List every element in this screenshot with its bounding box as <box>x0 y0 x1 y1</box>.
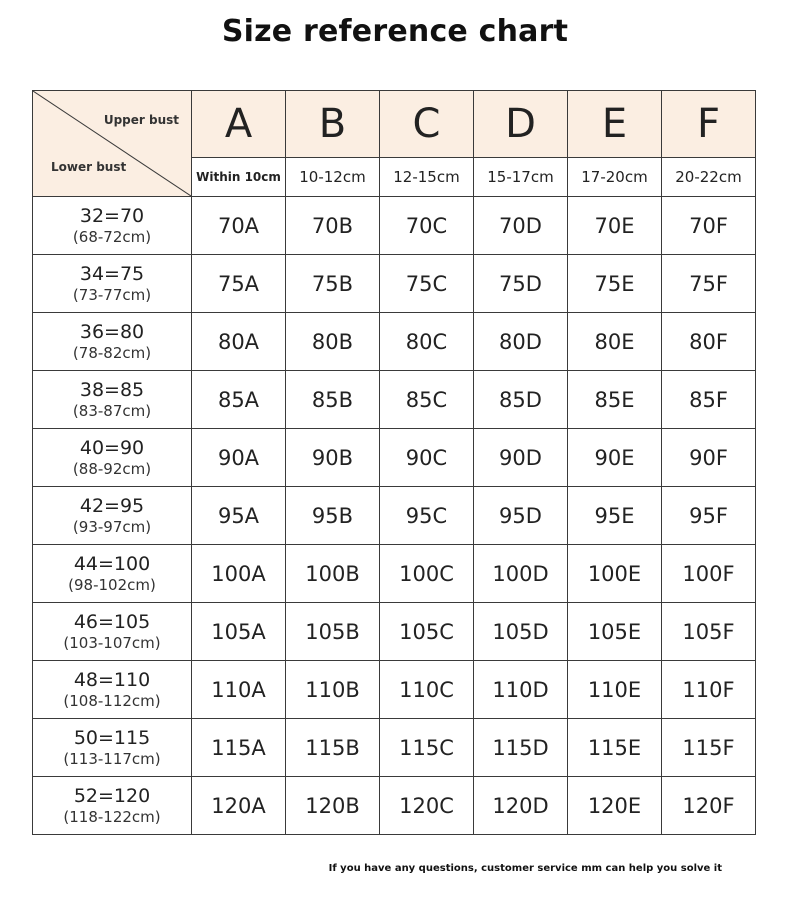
size-cell: 80A <box>192 313 286 371</box>
size-cell: 95F <box>662 487 756 545</box>
size-cell: 70C <box>380 197 474 255</box>
size-cell: 80C <box>380 313 474 371</box>
size-cell: 70B <box>286 197 380 255</box>
cup-range-e: 17-20cm <box>568 158 662 197</box>
size-cell: 85D <box>474 371 568 429</box>
size-cell: 80F <box>662 313 756 371</box>
cup-letter-c: C <box>380 91 474 158</box>
size-cell: 85F <box>662 371 756 429</box>
size-cell: 95E <box>568 487 662 545</box>
size-cell: 100B <box>286 545 380 603</box>
cup-letter-b: B <box>286 91 380 158</box>
size-cell: 85E <box>568 371 662 429</box>
size-cell: 70E <box>568 197 662 255</box>
band-cell <box>33 429 192 487</box>
size-cell: 110E <box>568 661 662 719</box>
band-range: (98-102cm) <box>68 575 156 594</box>
size-cell: 75A <box>192 255 286 313</box>
band-cell <box>33 313 192 371</box>
band-cell <box>33 255 192 313</box>
band-range: (118-122cm) <box>63 807 161 826</box>
cup-letter-a: A <box>192 91 286 158</box>
size-cell: 80E <box>568 313 662 371</box>
cup-range-b: 10-12cm <box>286 158 380 197</box>
table-row <box>33 603 756 661</box>
size-cell: 90C <box>380 429 474 487</box>
band-range: (103-107cm) <box>63 633 161 652</box>
table-row <box>33 719 756 777</box>
size-cell: 85A <box>192 371 286 429</box>
band-range: (108-112cm) <box>63 691 161 710</box>
size-cell: 105A <box>192 603 286 661</box>
size-cell: 105F <box>662 603 756 661</box>
cup-range-a: Within 10cm <box>192 158 286 197</box>
band-range: (68-72cm) <box>72 227 152 246</box>
band-size: 50=115 <box>73 727 151 750</box>
page-title: Size reference chart <box>221 14 569 49</box>
table-row <box>33 197 756 255</box>
cup-letter-e: E <box>568 91 662 158</box>
size-cell: 110F <box>662 661 756 719</box>
band-range: (83-87cm) <box>72 401 152 420</box>
band-size: 36=80 <box>79 321 145 344</box>
table-row <box>33 661 756 719</box>
band-cell <box>33 719 192 777</box>
size-cell: 90F <box>662 429 756 487</box>
band-cell <box>33 661 192 719</box>
band-range: (73-77cm) <box>72 285 152 304</box>
size-cell: 120C <box>380 777 474 835</box>
band-size: 48=110 <box>73 669 151 692</box>
band-cell <box>33 197 192 255</box>
size-cell: 85B <box>286 371 380 429</box>
cup-letter-d: D <box>474 91 568 158</box>
size-cell: 110B <box>286 661 380 719</box>
table-row <box>33 777 756 835</box>
size-cell: 120F <box>662 777 756 835</box>
size-cell: 75D <box>474 255 568 313</box>
band-range: (113-117cm) <box>63 749 161 768</box>
size-cell: 75B <box>286 255 380 313</box>
size-cell: 105D <box>474 603 568 661</box>
lower-bust-label: Lower bust <box>51 160 127 174</box>
size-cell: 110D <box>474 661 568 719</box>
size-cell: 90D <box>474 429 568 487</box>
table-row <box>33 429 756 487</box>
size-cell: 90E <box>568 429 662 487</box>
band-range: (88-92cm) <box>72 459 152 478</box>
band-cell <box>33 777 192 835</box>
diagonal-divider <box>33 91 191 196</box>
size-table <box>32 90 756 835</box>
size-cell: 70F <box>662 197 756 255</box>
footer-note: If you have any questions, customer service mm can help you solve it <box>328 863 722 874</box>
size-cell: 115E <box>568 719 662 777</box>
band-size: 32=70 <box>79 205 145 228</box>
cup-range-d: 15-17cm <box>474 158 568 197</box>
band-size: 40=90 <box>79 437 145 460</box>
size-cell: 75C <box>380 255 474 313</box>
size-cell: 110A <box>192 661 286 719</box>
band-size: 46=105 <box>73 611 151 634</box>
size-cell: 70A <box>192 197 286 255</box>
cup-range-c: 12-15cm <box>380 158 474 197</box>
size-cell: 95A <box>192 487 286 545</box>
size-cell: 120B <box>286 777 380 835</box>
size-cell: 100A <box>192 545 286 603</box>
band-range: (78-82cm) <box>72 343 152 362</box>
corner-cell <box>33 91 192 197</box>
band-cell <box>33 603 192 661</box>
header-row-cups <box>33 91 756 158</box>
size-cell: 100D <box>474 545 568 603</box>
cup-range-f: 20-22cm <box>662 158 756 197</box>
table-row <box>33 313 756 371</box>
size-cell: 115F <box>662 719 756 777</box>
table-row <box>33 255 756 313</box>
band-size: 52=120 <box>73 785 151 808</box>
size-cell: 115B <box>286 719 380 777</box>
cup-letter-f: F <box>662 91 756 158</box>
band-size: 42=95 <box>79 495 145 518</box>
size-cell: 80D <box>474 313 568 371</box>
size-cell: 110C <box>380 661 474 719</box>
size-cell: 120A <box>192 777 286 835</box>
table-row <box>33 545 756 603</box>
band-size: 34=75 <box>79 263 145 286</box>
size-cell: 105B <box>286 603 380 661</box>
size-cell: 95D <box>474 487 568 545</box>
band-size: 38=85 <box>79 379 145 402</box>
band-cell <box>33 487 192 545</box>
size-cell: 80B <box>286 313 380 371</box>
size-cell: 100E <box>568 545 662 603</box>
band-cell <box>33 371 192 429</box>
size-cell: 100C <box>380 545 474 603</box>
size-cell: 85C <box>380 371 474 429</box>
band-size: 44=100 <box>73 553 151 576</box>
upper-bust-label: Upper bust <box>103 113 179 127</box>
size-cell: 75F <box>662 255 756 313</box>
band-range: (93-97cm) <box>72 517 152 536</box>
table-row <box>33 371 756 429</box>
size-cell: 95C <box>380 487 474 545</box>
size-cell: 105E <box>568 603 662 661</box>
size-cell: 105C <box>380 603 474 661</box>
size-cell: 75E <box>568 255 662 313</box>
band-cell <box>33 545 192 603</box>
size-cell: 95B <box>286 487 380 545</box>
size-cell: 120D <box>474 777 568 835</box>
size-cell: 90A <box>192 429 286 487</box>
size-cell: 70D <box>474 197 568 255</box>
size-cell: 120E <box>568 777 662 835</box>
table-row <box>33 487 756 545</box>
size-cell: 115A <box>192 719 286 777</box>
size-cell: 115D <box>474 719 568 777</box>
size-cell: 100F <box>662 545 756 603</box>
size-cell: 115C <box>380 719 474 777</box>
size-cell: 90B <box>286 429 380 487</box>
